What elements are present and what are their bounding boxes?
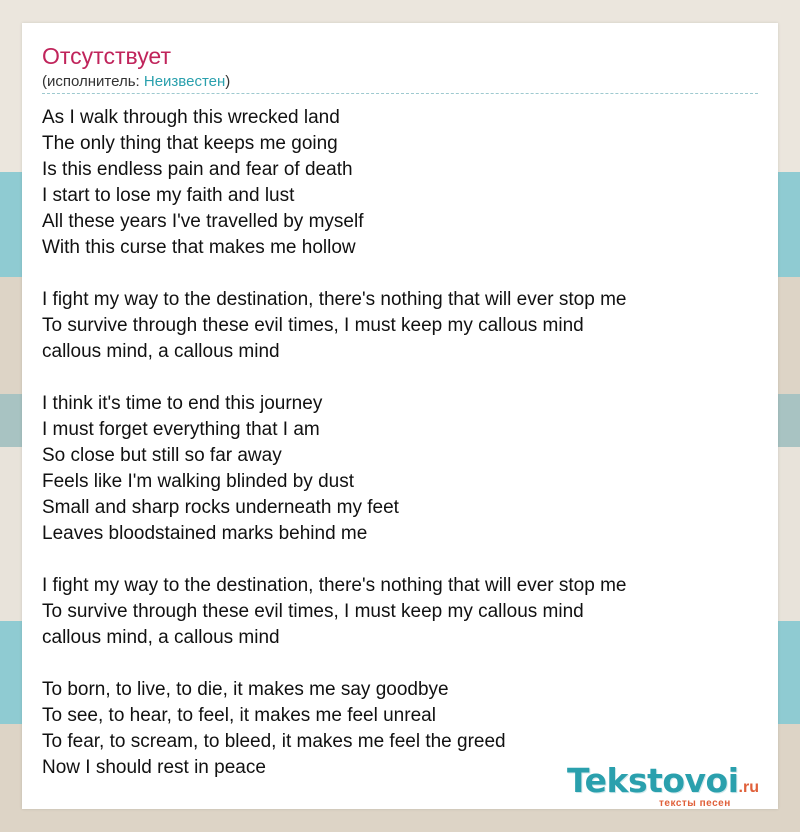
lyric-line: I start to lose my faith and lust: [42, 185, 295, 206]
lyric-line: [42, 547, 758, 573]
lyric-line: Is this endless pain and fear of death: [42, 159, 353, 180]
divider: [42, 93, 758, 94]
lyric-line: To survive through these evil times, I must keep my callous mind: [42, 601, 584, 622]
lyric-line: As I walk through this wrecked land: [42, 107, 340, 128]
lyric-line: Feels like I'm walking blinded by dust: [42, 471, 354, 492]
lyrics-text: [42, 105, 758, 781]
lyric-line: So close but still so far away: [42, 445, 282, 466]
lyric-line: [42, 651, 758, 677]
artist-prefix: (исполнитель:: [42, 73, 144, 90]
artist-line: [42, 73, 230, 90]
lyric-line: Now I should rest in peace: [42, 757, 266, 778]
logo-name: Tekstovoi: [567, 761, 739, 800]
logo-tagline: тексты песен: [659, 798, 731, 809]
artist-suffix: ): [225, 73, 231, 90]
lyric-line: I fight my way to the destination, there's nothing that will ever stop me: [42, 575, 627, 596]
lyric-line: The only thing that keeps me going: [42, 133, 338, 154]
song-title: Отсутствует: [42, 43, 171, 69]
lyric-line: callous mind, a callous mind: [42, 627, 280, 648]
logo-tld: .ru: [738, 779, 759, 796]
lyric-line: I think it's time to end this journey: [42, 393, 323, 414]
site-logo[interactable]: [567, 761, 777, 811]
lyric-line: callous mind, a callous mind: [42, 341, 280, 362]
lyric-line: All these years I've travelled by myself: [42, 211, 364, 232]
artist-link[interactable]: Неизвестен: [143, 73, 226, 90]
lyric-line: I fight my way to the destination, there's nothing that will ever stop me: [42, 289, 627, 310]
lyrics-card: [22, 23, 778, 809]
lyric-line: [42, 365, 758, 391]
lyric-line: Leaves bloodstained marks behind me: [42, 523, 368, 544]
lyric-line: To fear, to scream, to bleed, it makes me feel the greed: [42, 731, 506, 752]
lyric-line: To born, to live, to die, it makes me say goodbye: [42, 679, 449, 700]
lyric-line: With this curse that makes me hollow: [42, 237, 356, 258]
lyric-line: To survive through these evil times, I must keep my callous mind: [42, 315, 584, 336]
lyric-line: [42, 261, 758, 287]
lyric-line: Small and sharp rocks underneath my feet: [42, 497, 399, 518]
lyric-line: To see, to hear, to feel, it makes me feel unreal: [42, 705, 436, 726]
lyric-line: I must forget everything that I am: [42, 419, 320, 440]
